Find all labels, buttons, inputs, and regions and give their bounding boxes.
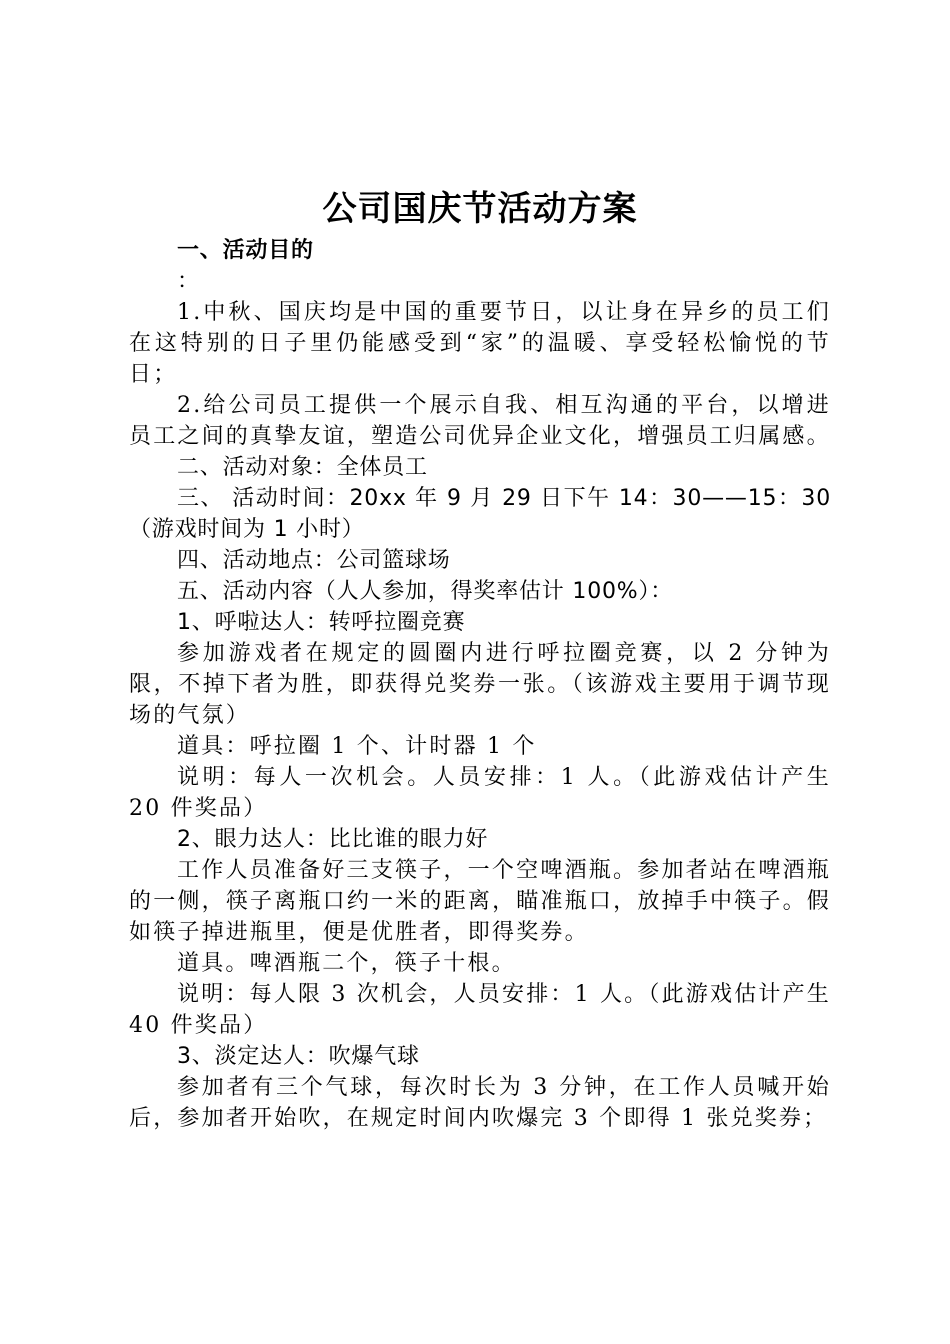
paragraph-16: 3、淡定达人：吹爆气球 xyxy=(177,1044,420,1069)
paragraph-17: 参加者有三个气球，每次时长为 3 分钟，在工作人员喊开始后，参加者开始吹，在规定时间内吹爆完 3 个即得 1 张兑奖券； xyxy=(129,1075,831,1131)
document-title: 公司国庆节活动方案 xyxy=(322,189,638,229)
paragraph-8: 1、呼啦达人：转呼拉圈竞赛 xyxy=(177,610,466,635)
paragraph-15: 说明：每人限 3 次机会，人员安排：1 人。（此游戏估计产生 40 件奖品） xyxy=(129,982,831,1038)
paragraph-13: 工作人员准备好三支筷子，一个空啤酒瓶。参加者站在啤酒瓶的一侧，筷子离瓶口约一米的距离，瞄准瓶口，放掉手中筷子。假如筷子掉进瓶里，便是优胜者，即得奖券。 xyxy=(129,858,831,945)
document-body xyxy=(129,235,831,1134)
paragraph-3: 2.给公司员工提供一个展示自我、相互沟通的平台，以增进员工之间的真挚友谊，塑造公司优异企业文化，增强员工归属感。 xyxy=(129,393,831,449)
paragraph-2: 1.中秋、国庆均是中国的重要节日，以让身在异乡的员工们在这特别的日子里仍能感受到“家”的温暖、享受轻松愉悦的节日； xyxy=(129,300,831,387)
document-page xyxy=(129,183,831,1134)
paragraph-14: 道具。啤酒瓶二个，筷子十根。 xyxy=(177,951,516,976)
paragraph-5: 三、 活动时间：20xx 年 9 月 29 日下午 14：30——15：30（游戏时间为 1 小时） xyxy=(129,486,831,542)
paragraph-9: 参加游戏者在规定的圆圈内进行呼拉圈竞赛，以 2 分钟为限，不掉下者为胜，即获得兑奖券一张。（该游戏主要用于调节现场的气氛） xyxy=(129,641,831,728)
paragraph-12: 2、眼力达人：比比谁的眼力好 xyxy=(177,827,489,852)
paragraph-7: 五、活动内容（人人参加，得奖率估计 100%）： xyxy=(177,579,674,604)
paragraph-10: 道具：呼拉圈 1 个、计时器 1 个 xyxy=(177,734,537,759)
paragraph-1: ： xyxy=(177,269,200,294)
paragraph-0: 一、活动目的 xyxy=(177,238,314,263)
paragraph-11: 说明：每人一次机会。人员安排：1 人。（此游戏估计产生 20 件奖品） xyxy=(129,765,831,821)
paragraph-4: 二、活动对象：全体员工 xyxy=(177,455,428,480)
paragraph-6: 四、活动地点：公司篮球场 xyxy=(177,548,451,573)
